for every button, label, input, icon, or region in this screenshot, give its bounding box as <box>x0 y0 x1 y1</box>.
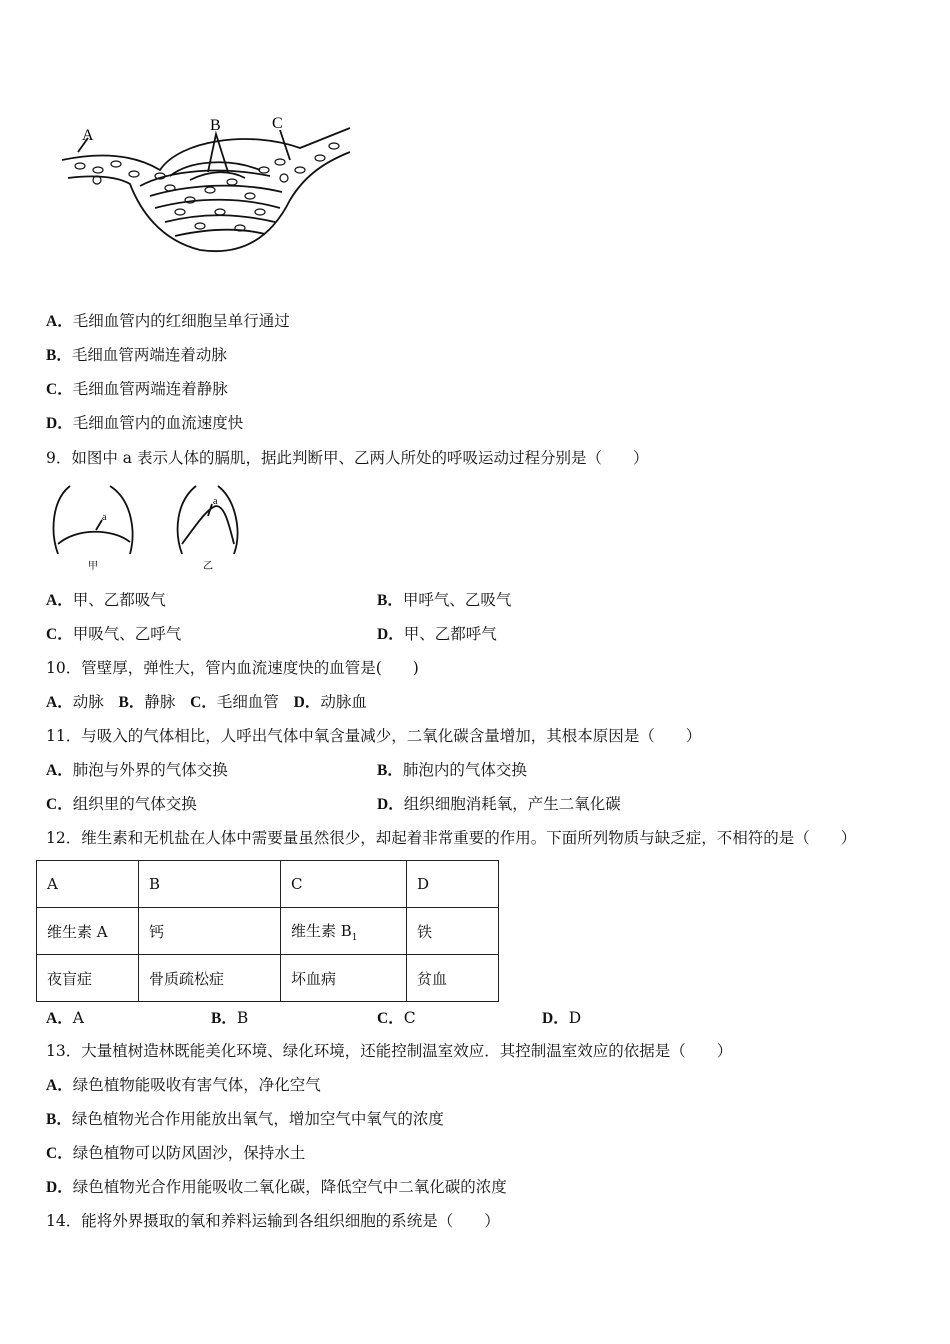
q8-option-c: C．毛细血管两端连着静脉 <box>46 380 228 398</box>
q11-stem: 11．与吸入的气体相比，人呼出气体中氧含量减少，二氧化碳含量增加，其根本原因是（ ） <box>46 727 702 745</box>
q12-option-a: A．A <box>46 1009 84 1027</box>
table-cell: B <box>139 861 281 908</box>
q10-stem: 10．管壁厚，弹性大，管内血流速度快的血管是( ) <box>46 659 419 677</box>
q8-option-b: B．毛细血管两端连着动脉 <box>46 346 227 364</box>
diaphragm-label-left: a <box>102 512 107 523</box>
q11-option-c: C．组织里的气体交换 <box>46 795 197 813</box>
q9-option-d: D．甲、乙都呼气 <box>377 625 497 643</box>
q11-option-d: D．组织细胞消耗氧，产生二氧化碳 <box>377 795 621 813</box>
table-row <box>37 908 499 955</box>
table-cell: D <box>407 861 499 908</box>
q14-stem: 14．能将外界摄取的氧和养料运输到各组织细胞的系统是（ ） <box>46 1212 500 1230</box>
table-cell: 钙 <box>139 908 281 955</box>
table-cell: 骨质疏松症 <box>139 955 281 1002</box>
table-cell: 夜盲症 <box>37 955 139 1002</box>
q13-stem: 13．大量植树造林既能美化环境、绿化环境，还能控制温室效应．其控制温室效应的依据是（ ） <box>46 1042 733 1060</box>
caption-yi: 乙 <box>203 561 213 572</box>
q8-option-d: D．毛细血管内的血流速度快 <box>46 414 244 432</box>
q12-option-c: C．C <box>377 1009 416 1027</box>
capillary-network-figure <box>50 100 360 270</box>
q10-options: A．动脉 B．静脉 C．毛细血管 D．动脉血 <box>46 693 367 711</box>
label-c: C <box>272 115 283 132</box>
table-cell: 铁 <box>407 908 499 955</box>
table-header-row <box>37 861 499 908</box>
table-cell: 坏血病 <box>281 955 407 1002</box>
caption-jia: 甲 <box>88 561 98 572</box>
table-row <box>37 955 499 1002</box>
diaphragm-label-right: a <box>213 496 218 507</box>
table-cell: 贫血 <box>407 955 499 1002</box>
table-cell: C <box>281 861 407 908</box>
table-cell: 维生素 $B_1$ <box>281 908 407 955</box>
q9-option-a: A．甲、乙都吸气 <box>46 591 166 609</box>
q8-option-a: A．毛细血管内的红细胞呈单行通过 <box>46 312 290 330</box>
diaphragm-figure <box>48 476 248 576</box>
q13-option-a: A．绿色植物能吸收有害气体，净化空气 <box>46 1076 321 1094</box>
q9-option-b: B．甲呼气、乙吸气 <box>377 591 512 609</box>
q11-option-a: A．肺泡与外界的气体交换 <box>46 761 228 779</box>
table-cell: 维生素 A <box>37 908 139 955</box>
q11-option-b: B．肺泡内的气体交换 <box>377 761 527 779</box>
q12-stem: 12．维生素和无机盐在人体中需要量虽然很少，却起着非常重要的作用。下面所列物质与缺乏症，不相符的是（ ） <box>46 829 857 847</box>
q13-option-c: C．绿色植物可以防风固沙，保持水土 <box>46 1144 306 1162</box>
q12-option-b: B．B <box>211 1009 249 1027</box>
label-a: A <box>82 127 94 144</box>
label-b: B <box>210 117 221 134</box>
q13-option-b: B．绿色植物光合作用能放出氧气，增加空气中氧气的浓度 <box>46 1110 444 1128</box>
table-cell: A <box>37 861 139 908</box>
q9-stem: 9．如图中 a 表示人体的膈肌，据此判断甲、乙两人所处的呼吸运动过程分别是（ ） <box>46 449 649 467</box>
vitamin-table <box>36 860 499 1002</box>
q12-option-d: D．D <box>542 1009 582 1027</box>
q13-option-d: D．绿色植物光合作用能吸收二氧化碳，降低空气中二氧化碳的浓度 <box>46 1178 507 1196</box>
q9-option-c: C．甲吸气、乙呼气 <box>46 625 182 643</box>
